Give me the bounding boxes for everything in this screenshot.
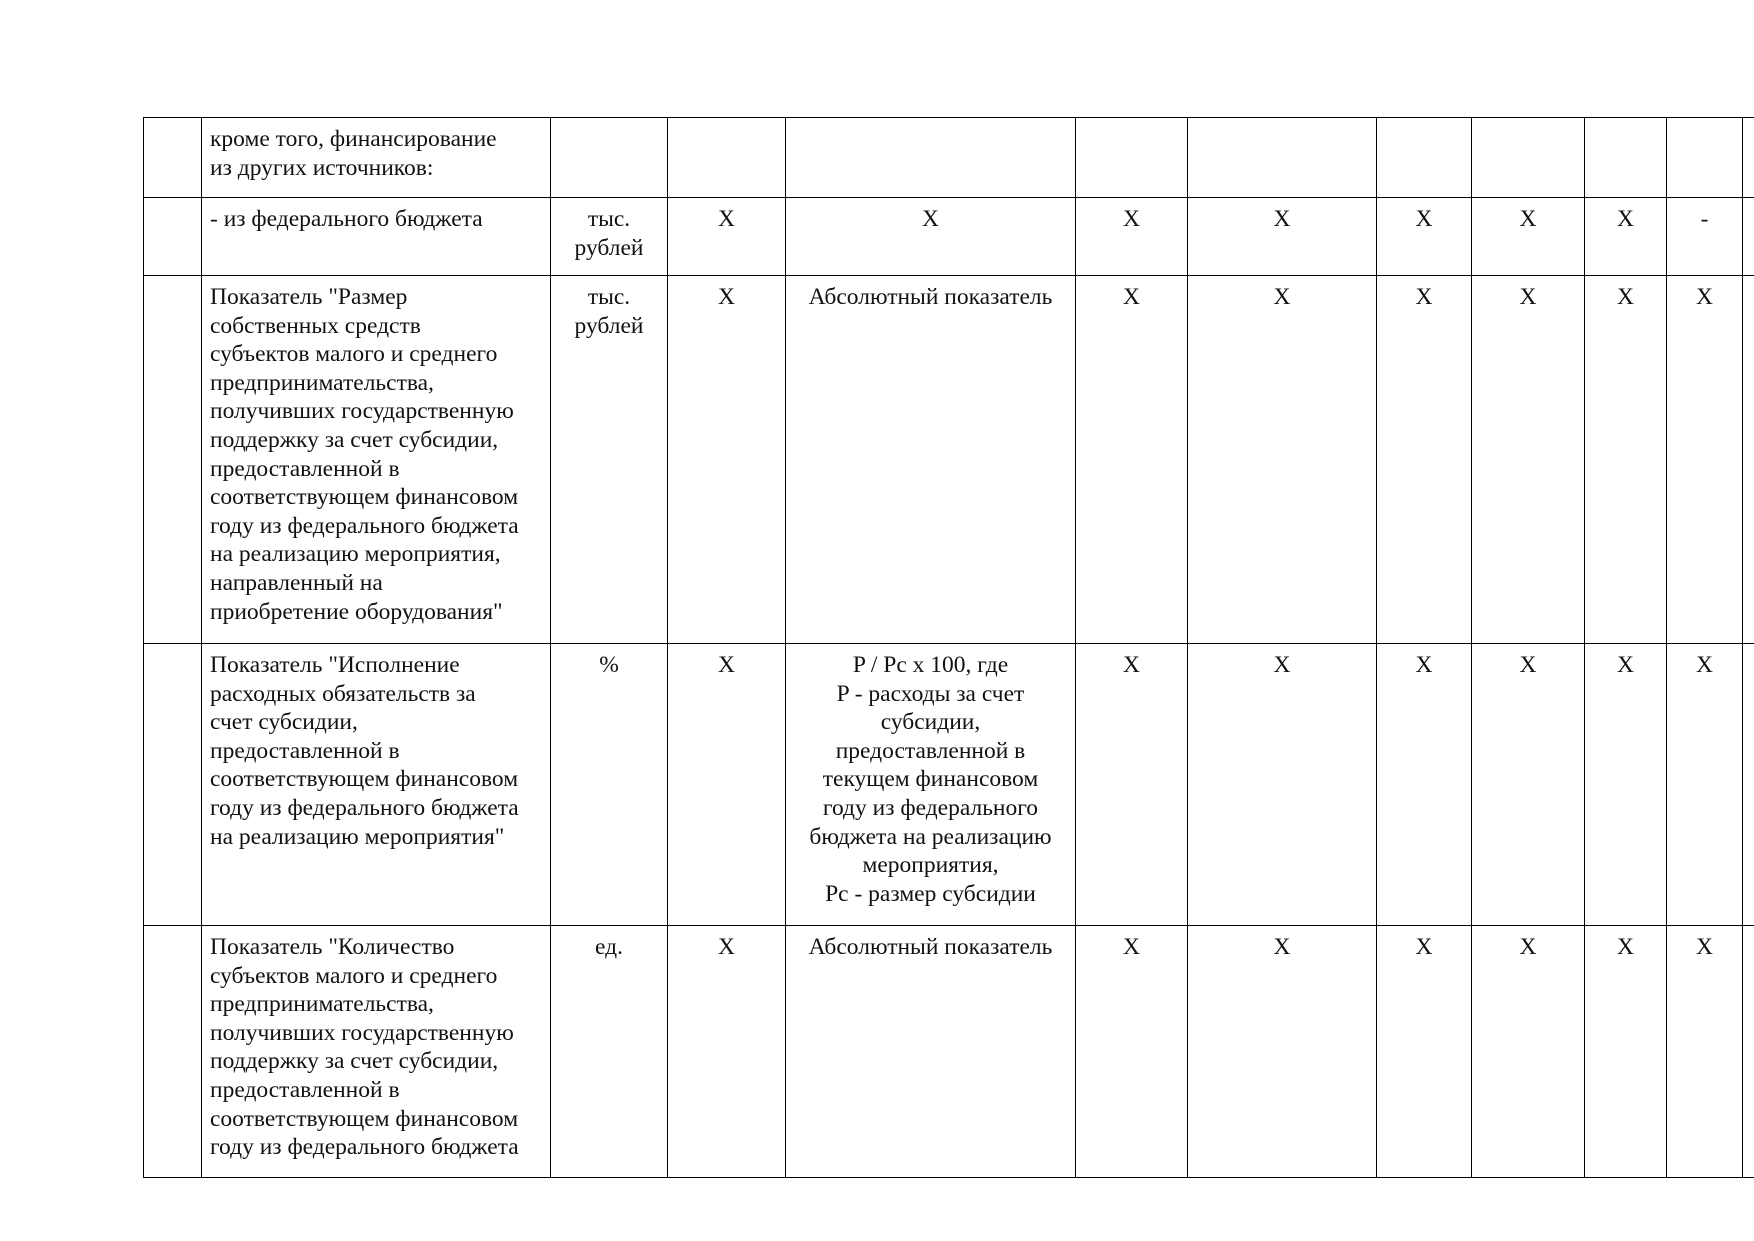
row-number-cell (144, 198, 202, 276)
indicator-cell: - из федерального бюджета (202, 198, 551, 276)
value-cell: X (1377, 198, 1472, 276)
value-cell: X (1377, 926, 1472, 1178)
value-cell (1472, 118, 1585, 198)
row-number-cell (144, 276, 202, 644)
value-cell (1188, 118, 1377, 198)
value-cell: X (1585, 276, 1667, 644)
value-cell: - (1667, 198, 1743, 276)
indicator-cell: Показатель "Количество субъектов малого и среднего предпринимательства, получивших государственную поддержку за счет субсидии, предоставленной в соответствующем финансовом году из федерального бюджета (202, 926, 551, 1178)
method-cell (786, 118, 1076, 198)
value-cell: X (1076, 644, 1188, 926)
method-cell: Абсолютный показатель (786, 926, 1076, 1178)
value-cell: X (668, 644, 786, 926)
document-table-container (143, 117, 1754, 1181)
method-cell: P / Pc x 100, где P - расходы за счет субсидии, предоставленной в текущем финансовом году из федерального бюджета на реализацию мероприятия, Pc - размер субсидии (786, 644, 1076, 926)
table-row (144, 118, 1754, 198)
value-cell: X (1585, 198, 1667, 276)
cut-off-cell (1743, 276, 1754, 644)
value-cell: X (1667, 926, 1743, 1178)
value-cell: X (1188, 198, 1377, 276)
value-cell: X (1472, 198, 1585, 276)
value-cell (1667, 118, 1743, 198)
value-cell: X (1377, 644, 1472, 926)
table-row (144, 644, 1754, 926)
table-row (144, 926, 1754, 1178)
unit-cell: ед. (551, 926, 668, 1178)
value-cell (1377, 118, 1472, 198)
value-cell: X (1667, 644, 1743, 926)
value-cell: X (1076, 926, 1188, 1178)
value-cell (1585, 118, 1667, 198)
value-cell: X (668, 926, 786, 1178)
value-cell: X (1076, 276, 1188, 644)
table-row (144, 276, 1754, 644)
value-cell: X (1377, 276, 1472, 644)
value-cell: X (1585, 644, 1667, 926)
unit-cell: % (551, 644, 668, 926)
value-cell: X (1188, 926, 1377, 1178)
value-cell (668, 118, 786, 198)
indicators-table (143, 117, 1754, 1178)
table-row (144, 198, 1754, 276)
cut-off-cell (1743, 118, 1754, 198)
value-cell: X (1667, 276, 1743, 644)
value-cell (1076, 118, 1188, 198)
value-cell: X (1188, 276, 1377, 644)
value-cell: X (1472, 644, 1585, 926)
row-number-cell (144, 644, 202, 926)
row-number-cell (144, 926, 202, 1178)
value-cell: X (668, 198, 786, 276)
indicator-cell: кроме того, финансирование из других источников: (202, 118, 551, 198)
value-cell: X (1472, 276, 1585, 644)
unit-cell: тыс. рублей (551, 276, 668, 644)
value-cell: X (1472, 926, 1585, 1178)
value-cell: X (1585, 926, 1667, 1178)
method-cell: X (786, 198, 1076, 276)
row-number-cell (144, 118, 202, 198)
unit-cell: тыс. рублей (551, 198, 668, 276)
cut-off-cell (1743, 198, 1754, 276)
cut-off-cell (1743, 644, 1754, 926)
value-cell: X (1188, 644, 1377, 926)
value-cell: X (1076, 198, 1188, 276)
value-cell: X (668, 276, 786, 644)
method-cell: Абсолютный показатель (786, 276, 1076, 644)
indicator-cell: Показатель "Размер собственных средств субъектов малого и среднего предпринимательства, получивших государственную поддержку за счет субсидии, предоставленной в соответствующем финансовом году из федерального бюджета на реализацию мероприятия, направленный на приобретение оборудования" (202, 276, 551, 644)
indicator-cell: Показатель "Исполнение расходных обязательств за счет субсидии, предоставленной в соответствующем финансовом году из федерального бюджета на реализацию мероприятия" (202, 644, 551, 926)
unit-cell (551, 118, 668, 198)
cut-off-cell (1743, 926, 1754, 1178)
